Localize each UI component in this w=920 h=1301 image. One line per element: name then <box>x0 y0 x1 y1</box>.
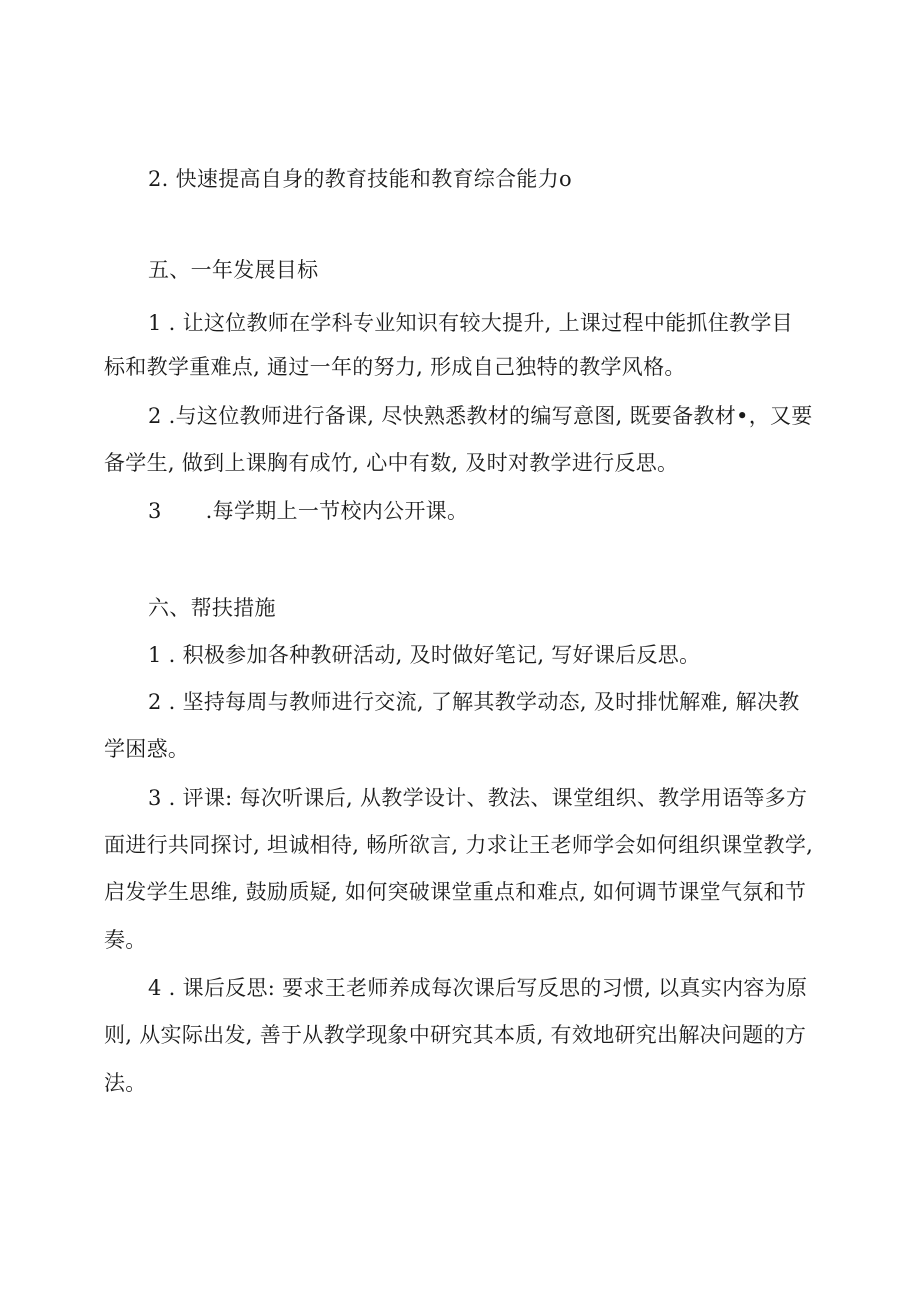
section-6-item-3-line-1: 3 . 评课: 每次听课后, 从教学设计、教法、课堂组织、教学用语等多方 <box>148 786 808 810</box>
goal-item-2: 2. 快速提高自身的教育技能和教育综合能力o <box>148 167 572 191</box>
section-6-heading: 六、帮扶措施 <box>148 596 276 620</box>
section-6-item-4-line-1: 4 . 课后反思: 要求王老师养成每次课后写反思的习惯, 以真实内容为原 <box>148 976 808 1000</box>
section-6-item-2-line-1: 2 . 坚持每周与教师进行交流, 了解其教学动态, 及时排忧解难, 解决教 <box>148 690 800 714</box>
section-5-item-1-line-1: 1 . 让这位教师在学科专业知识有较大提升, 上课过程中能抓住教学目 <box>148 311 793 335</box>
section-6-item-4-line-3: 法。 <box>104 1071 147 1095</box>
section-6-item-3-line-4: 奏。 <box>104 928 147 952</box>
section-6-item-1-line-1: 1 . 积极参加各种教研活动, 及时做好笔记, 写好课后反思。 <box>148 643 701 667</box>
section-5-item-2-line-1: 2 .与这位教师进行备课, 尽快熟悉教材的编写意图, 既要备教材•，又要 <box>148 404 813 428</box>
section-5-heading: 五、一年发展目标 <box>148 258 319 282</box>
section-6-item-4-line-2: 则, 从实际出发, 善于从教学现象中研究其本质, 有效地研究出解决问题的方 <box>104 1023 807 1047</box>
section-5-item-2-line-2: 备学生, 做到上课胸有成竹, 心中有数, 及时对教学进行反思。 <box>104 451 679 475</box>
section-5-item-3-text: .每学期上一节校内公开课。 <box>205 499 469 523</box>
section-5-item-3 <box>148 499 468 523</box>
section-6-item-3-line-2: 面进行共同探讨, 坦诚相待, 畅所欲言, 力求让王老师学会如何组织课堂教学, <box>104 833 814 857</box>
section-5-item-1-line-2: 标和教学重难点, 通过一年的努力, 形成自己独特的教学风格。 <box>104 355 686 379</box>
section-5-item-3-number: 3 <box>148 499 162 523</box>
section-6-item-2-line-2: 学困惑。 <box>104 737 190 761</box>
section-6-item-3-line-3: 启发学生思维, 鼓励质疑, 如何突破课堂重点和难点, 如何调节课堂气氛和节 <box>104 880 807 904</box>
